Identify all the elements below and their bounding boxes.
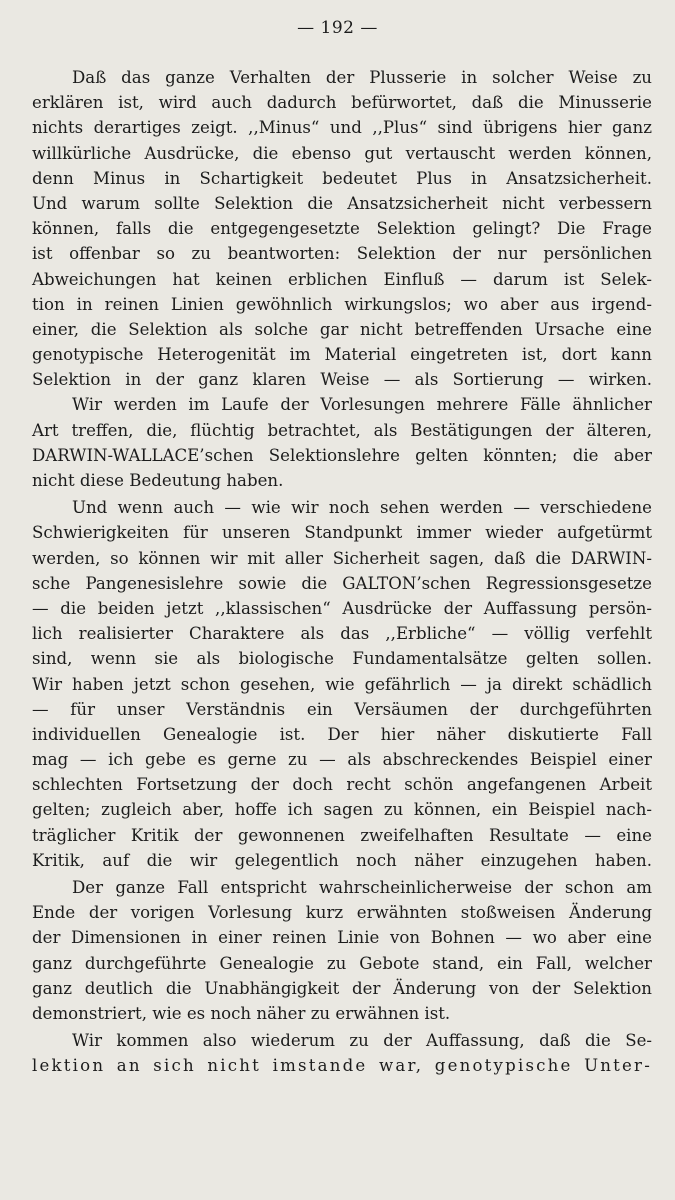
text-line: nicht diese Bedeutung haben. [32,471,284,490]
text-line: erklären ist, wird auch dadurch befürwortet, daß die Minusserie [32,93,652,113]
text-line: Wir kommen also wiederum zu der Auffassung, daß die Se- [72,1031,652,1051]
text-line: Und wenn auch — wie wir noch sehen werden — verschiedene [72,498,652,518]
paragraph-4 [32,875,652,1026]
text-line: demonstriert, wie es noch näher zu erwähnen ist. [32,1003,451,1023]
text-line: sind, wenn sie als biologische Fundamentalsätze gelten sollen. [32,649,652,669]
text-line: Schwierigkeiten für unseren Standpunkt immer wieder aufgetürmt [32,523,652,543]
text-line: tion in reinen Linien gewöhnlich wirkungslos; wo aber aus irgend- [32,294,652,314]
text-line: gelten; zugleich aber, hoffe ich sagen zu können, ein Beispiel nach- [32,800,652,820]
text-line: der Dimensionen in einer reinen Linie von Bohnen — wo aber eine [32,928,652,948]
text-line: träglicher Kritik der gewonnenen zweifelhaften Resultate — eine [32,825,652,845]
text-line: mag — ich gebe es gerne zu — als abschreckendes Beispiel einer [32,750,652,770]
text-line: nichts derartiges zeigt. ,,Minus“ und ,,Plus“ sind übrigens hier ganz [32,118,652,138]
text-line: einer, die Selektion als solche gar nicht betreffenden Ursache eine [32,319,652,339]
text-line: Kritik, auf die wir gelegentlich noch näher einzugehen haben. [32,850,652,870]
text-line: lich realisierter Charaktere als das ,,Erbliche“ — völlig verfehlt [32,624,652,644]
text-line: individuellen Genealogie ist. Der hier näher diskutierte Fall [32,724,652,744]
text-line: werden, so können wir mit aller Sicherheit sagen, daß die DARWIN- [32,548,652,568]
text-line: genotypische Heterogenität im Material eingetreten ist, dort kann [32,345,652,365]
text-line: ganz durchgeführte Genealogie zu Gebote stand, ein Fall, welcher [32,953,652,973]
body-text [32,65,652,1079]
text-line: willkürliche Ausdrücke, die ebenso gut vertauscht werden können, [32,143,652,163]
text-line: — für unser Verständnis ein Versäumen der durchgeführten [32,699,652,719]
paragraph-3 [32,495,652,873]
text-line: ist offenbar so zu beantworten: Selektion der nur persönlichen [32,244,652,264]
text-line: Daß das ganze Verhalten der Plusserie in solcher Weise zu [72,68,652,87]
text-line: Abweichungen hat keinen erblichen Einfluß — darum ist Selek- [32,269,652,289]
text-line: — die beiden jetzt ,,klassischen“ Ausdrücke der Auffassung persön- [32,598,652,618]
text-line: schlechten Fortsetzung der doch recht schön angefangenen Arbeit [32,775,652,795]
page-number: — 192 — [297,18,378,38]
text-line: Art treffen, die, flüchtig betrachtet, als Bestätigungen der älteren, [32,420,652,440]
text-line: sche Pangenesislehre sowie die GALTON’schen Regressionsgesetze [32,573,652,593]
text-line: DARWIN-WALLACE’schen Selektionslehre gelten könnten; die aber [32,445,652,465]
text-line: lektion an sich nicht imstande war, genotypische Unter- [32,1056,652,1076]
text-line: ganz deutlich die Unabhängigkeit der Änderung von der Selektion [32,978,652,998]
text-line: Wir werden im Laufe der Vorlesungen mehrere Fälle ähnlicher [72,395,652,415]
text-line: können, falls die entgegengesetzte Selektion gelingt? Die Frage [32,219,652,239]
text-line: denn Minus in Schartigkeit bedeutet Plus in Ansatzsicherheit. [32,168,652,188]
text-line: Selektion in der ganz klaren Weise — als Sortierung — wirken. [32,370,652,390]
text-line: Der ganze Fall entspricht wahrscheinlicherweise der schon am [72,878,652,897]
text-line: Wir haben jetzt schon gesehen, wie gefährlich — ja direkt schädlich [32,674,652,694]
text-line: Und warum sollte Selektion die Ansatzsicherheit nicht verbessern [32,193,652,213]
paragraph-2 [32,392,652,493]
paragraph-5 [32,1028,652,1078]
paragraph-1 [32,65,652,392]
text-line: Ende der vorigen Vorlesung kurz erwähnten stoßweisen Änderung [32,903,652,923]
